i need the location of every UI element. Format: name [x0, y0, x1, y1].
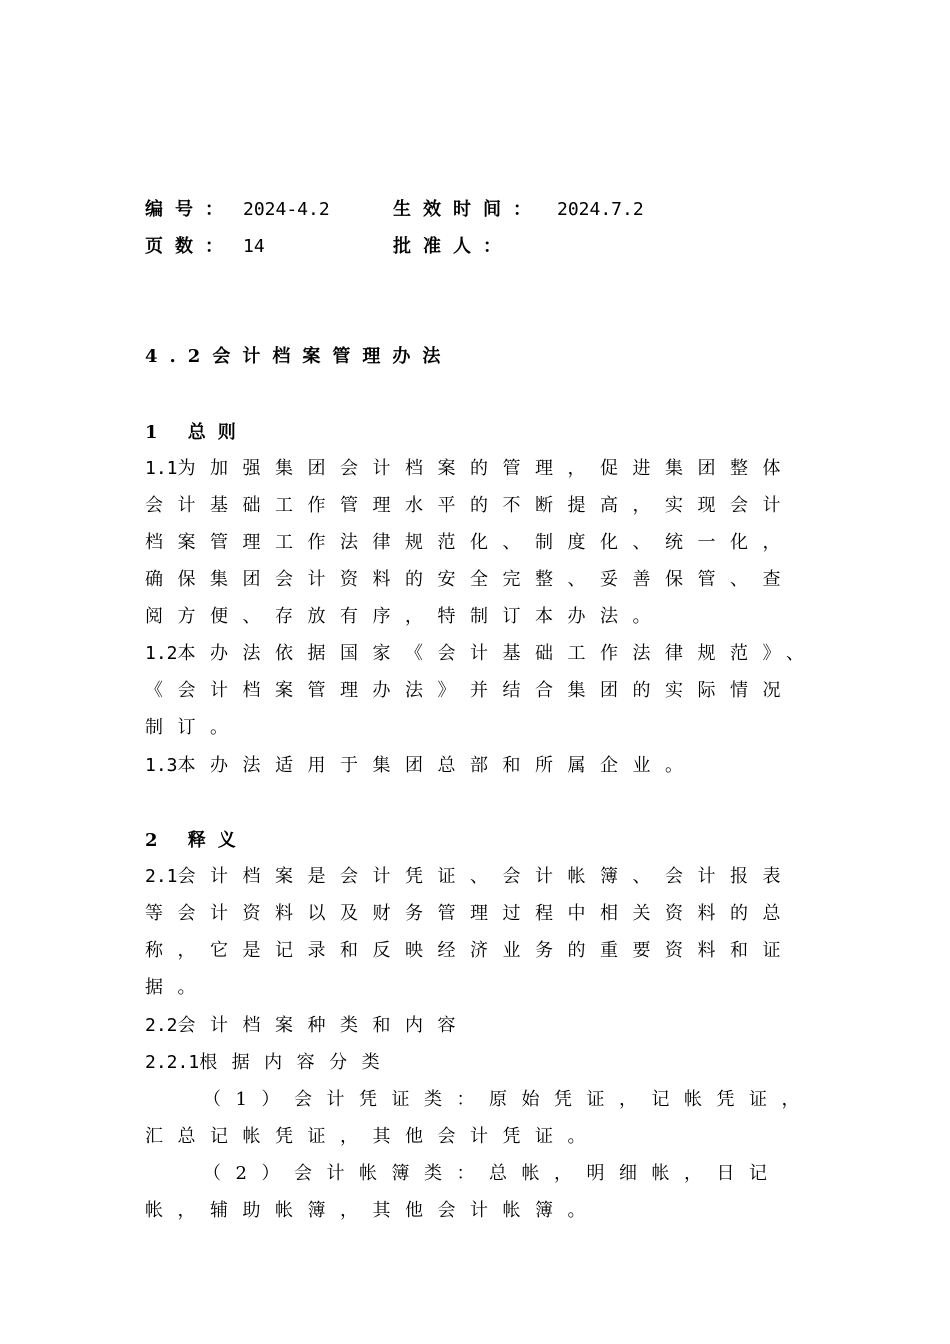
pages-value: 14 — [243, 236, 265, 257]
list-item-1: （1）会计凭证类：原始凭证，记帐凭证，汇总记帐凭证，其他会计凭证。 — [145, 1089, 814, 1147]
pages-label: 页数： — [145, 236, 235, 257]
paragraph-1-3 — [145, 747, 825, 784]
section-1-heading: 1 总则 — [145, 422, 248, 443]
effective-time-value: 2024.7.2 — [557, 199, 644, 220]
section-2-heading: 2 释义 — [145, 830, 248, 851]
clause-number: 1.3 — [145, 755, 178, 776]
clause-text: 本办法依据国家《会计基础工作法律规范》、《会计档案管理办法》并结合集团的实际情况制订。 — [145, 643, 819, 738]
paragraph-1-2 — [145, 635, 825, 746]
paragraph-1-1 — [145, 450, 825, 635]
clause-text: 会计档案种类和内容 — [177, 1015, 471, 1036]
clause-number: 2.2 — [145, 1015, 178, 1036]
paragraph-2-1 — [145, 858, 825, 1006]
list-item-2: （2）会计帐簿类：总帐，明细帐，日记帐，辅助帐簿，其他会计帐簿。 — [145, 1163, 782, 1221]
number-value: 2024-4.2 — [243, 199, 330, 220]
clause-number: 1.2 — [145, 643, 178, 664]
clause-text: 根据内容分类 — [199, 1052, 395, 1073]
clause-text: 本办法适用于集团总部和所属企业。 — [177, 755, 698, 776]
clause-number: 2.1 — [145, 866, 178, 887]
paragraph-2-2-1 — [145, 1044, 825, 1081]
effective-time-label: 生效时间： — [393, 199, 543, 220]
document-title: 4.2会计档案管理办法 — [145, 346, 453, 367]
clause-number: 2.2.1 — [145, 1052, 200, 1073]
number-label: 编号： — [145, 199, 235, 220]
clause-number: 1.1 — [145, 458, 178, 479]
clause-text: 会计档案是会计凭证、会计帐簿、会计报表等会计资料以及财务管理过程中相关资料的总称，它是记录和反映经济业务的重要资料和证据。 — [145, 866, 796, 998]
paragraph-2-2 — [145, 1007, 825, 1044]
clause-text: 为加强集团会计档案的管理，促进集团整体会计基础工作管理水平的不断提高，实现会计档案管理工作法律规范化、制度化、统一化，确保集团会计资料的安全完整、妥善保管、查阅方便、存放有序，特制订本办法。 — [145, 458, 796, 627]
approver-label: 批准人： — [393, 236, 513, 257]
